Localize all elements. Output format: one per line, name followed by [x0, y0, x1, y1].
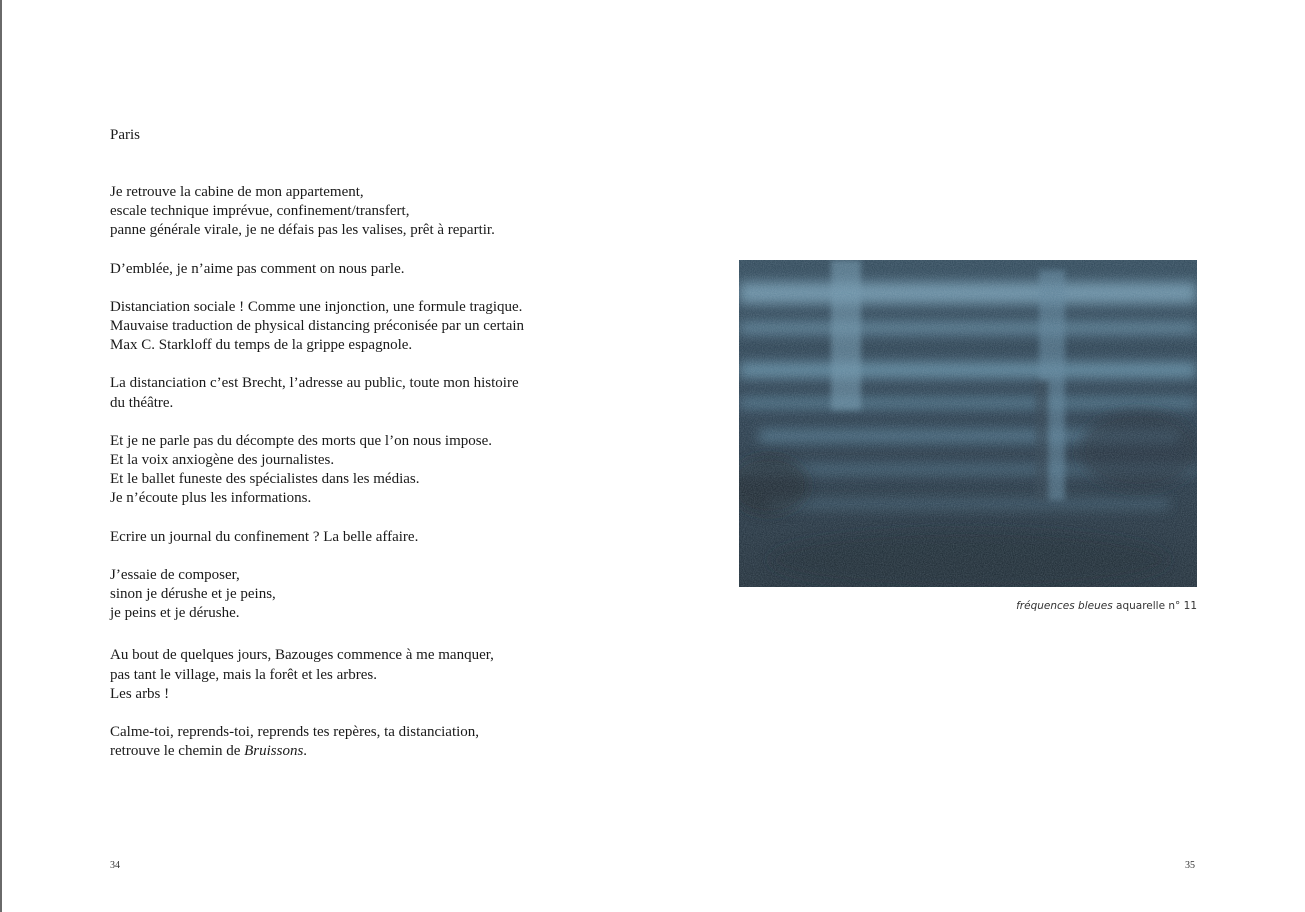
watercolor-image: [739, 260, 1197, 587]
stanza-1: [110, 183, 670, 241]
page-number-right: 35: [1185, 860, 1195, 871]
poem-line: D’emblée, je n’aime pas comment on nous parle.: [110, 260, 405, 277]
poem-line: La distanciation c’est Brecht, l’adresse au public, toute mon histoire: [110, 375, 519, 392]
poem-line: sinon je dérushe et je peins,: [110, 586, 276, 603]
watercolor-painting: [739, 260, 1197, 587]
poem-line: pas tant le village, mais la forêt et les arbres.: [110, 666, 377, 683]
poem-line: du théâtre.: [110, 394, 174, 411]
stanza-8: [110, 646, 670, 704]
poem-line: Et le ballet funeste des spécialistes dans les médias.: [110, 471, 420, 488]
poem-line: Mauvaise traduction de physical distancing préconisée par un certain: [110, 318, 525, 335]
caption-title: fréquences bleues: [1016, 600, 1113, 612]
image-caption: [739, 600, 1197, 612]
poem-line: Distanciation sociale ! Comme une injonction, une formule tragique.: [110, 298, 523, 315]
book-title-bruissons: Bruissons: [244, 743, 304, 760]
stanza-2: [110, 260, 670, 279]
poem-line: Au bout de quelques jours, Bazouges commence à me manquer,: [110, 647, 494, 664]
poem-line: panne générale virale, je ne défais pas les valises, prêt à repartir.: [110, 222, 495, 239]
poem-line: Les arbs !: [110, 685, 170, 702]
poem-line-closing: [110, 742, 670, 761]
caption-medium: aquarelle n° 11: [1112, 600, 1197, 612]
poem-title: Paris: [110, 127, 140, 143]
closing-suffix: .: [303, 743, 308, 760]
stanza-9: [110, 723, 670, 761]
left-page: [110, 126, 670, 780]
poem-line: J’essaie de composer,: [110, 566, 240, 583]
poem-line: Calme-toi, reprends-toi, reprends tes repères, ta distanciation,: [110, 724, 480, 741]
stanza-7: [110, 566, 670, 624]
poem-line: Je n’écoute plus les informations.: [110, 490, 312, 507]
page-number-left: 34: [110, 860, 120, 871]
poem-line: Et je ne parle pas du décompte des morts que l’on nous impose.: [110, 432, 492, 449]
poem-line: Ecrire un journal du confinement ? La belle affaire.: [110, 528, 419, 545]
stanza-3: [110, 298, 670, 356]
page-edge-rule: [0, 0, 2, 912]
closing-prefix: retrouve le chemin de: [110, 743, 245, 760]
stanza-5: [110, 432, 670, 509]
poem-line: Max C. Starkloff du temps de la grippe espagnole.: [110, 337, 413, 354]
stanza-6: [110, 528, 670, 547]
poem-line: escale technique imprévue, confinement/transfert,: [110, 203, 410, 220]
paper-grain: [739, 260, 1197, 587]
stanza-4: [110, 374, 670, 412]
poem-line: Je retrouve la cabine de mon appartement,: [110, 184, 364, 200]
poem-line: je peins et je dérushe.: [110, 605, 240, 622]
poem-line: Et la voix anxiogène des journalistes.: [110, 452, 335, 469]
